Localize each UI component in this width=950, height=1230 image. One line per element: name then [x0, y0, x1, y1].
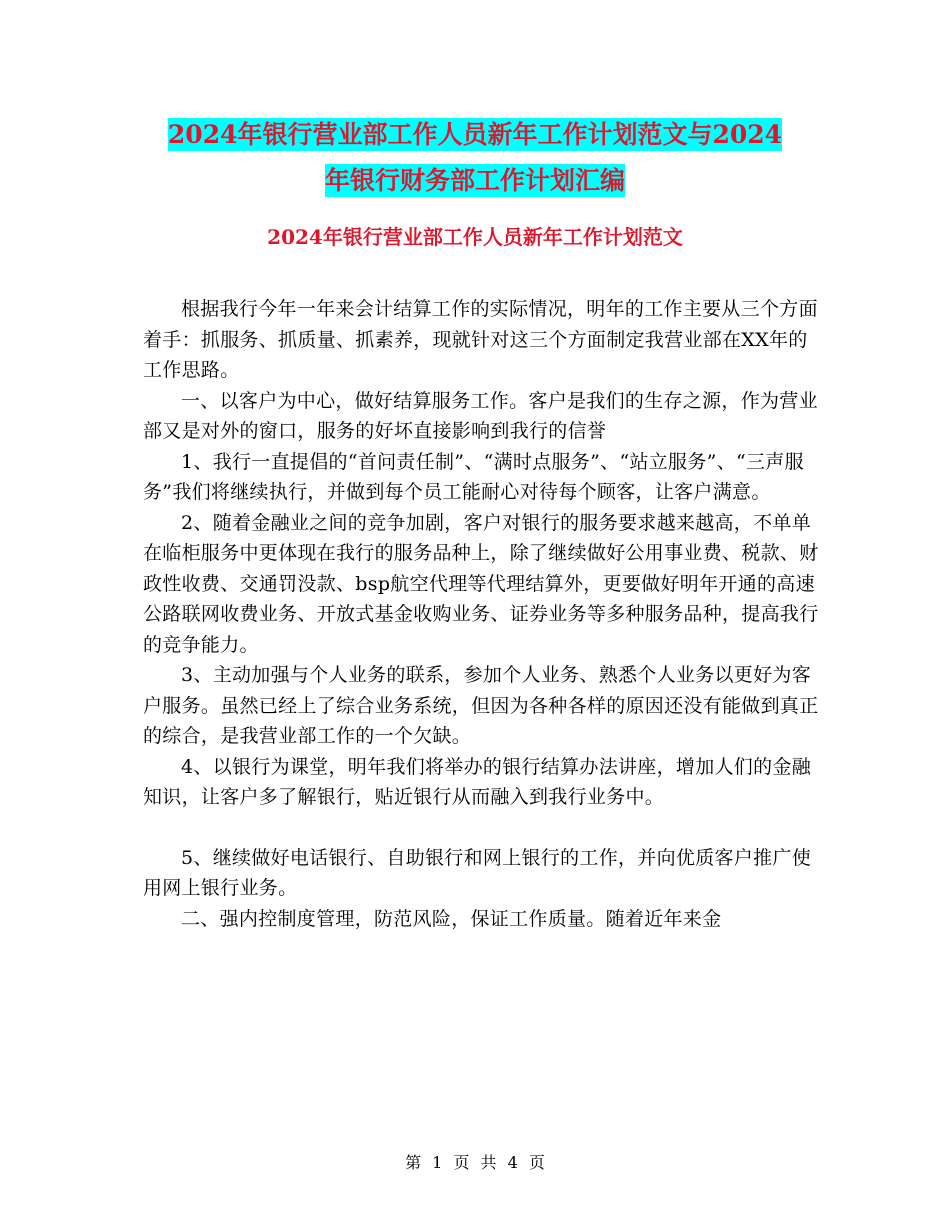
- main-title: [0, 112, 950, 204]
- paragraph: 4、以银行为课堂，明年我们将举办的银行结算办法讲座，增加人们的金融知识，让客户多了解银行，贴近银行从而融入到我行业务中。: [143, 755, 811, 808]
- page-number-footer: 第 1 页 共 4 页: [405, 1153, 545, 1172]
- paragraph: 根据我行今年一年来会计结算工作的实际情况，明年的工作主要从三个方面着手：抓服务、抓质量、抓素养，现就针对这三个方面制定我营业部在XX年的工作思路。: [143, 298, 818, 381]
- section-title: 2024年银行营业部工作人员新年工作计划范文: [267, 225, 683, 249]
- paragraph: 5、继续做好电话银行、自助银行和网上银行的工作，并向优质客户推广使用网上银行业务。: [143, 846, 811, 899]
- paragraph: 2、随着金融业之间的竞争加剧，客户对银行的服务要求越来越高，不单单在临柜服务中更体现在我行的服务品种上，除了继续做好公用事业费、税款、财政性收费、交通罚没款、bsp航空代理等代理结算外，更要做好明年开通的高速公路联网收费业务、开放式基金收购业务、证券业务等多种服务品种，提高我行的竞争能力。: [143, 511, 819, 656]
- body-text: [143, 294, 823, 934]
- paragraph: 1、我行一直提倡的“首问责任制”、“满时点服务”、“站立服务”、“三声服务”我们将继续执行，并做到每个员工能耐心对待每个顾客，让客户满意。: [143, 450, 804, 503]
- paragraph: 一、以客户为中心，做好结算服务工作。客户是我们的生存之源，作为营业部又是对外的窗口，服务的好坏直接影响到我行的信誉: [143, 389, 818, 442]
- main-title-line-2: 年银行财务部工作计划汇编: [324, 166, 625, 195]
- paragraph: 3、主动加强与个人业务的联系，参加个人业务、熟悉个人业务以更好为客户服务。虽然已经上了综合业务系统，但因为各种各样的原因还没有能做到真正的综合，是我营业部工作的一个欠缺。: [143, 664, 819, 747]
- paragraph: 二、强内控制度管理，防范风险，保证工作质量。随着近年来金: [181, 907, 722, 930]
- main-title-line-1: 2024年银行营业部工作人员新年工作计划范文与2024: [167, 120, 783, 149]
